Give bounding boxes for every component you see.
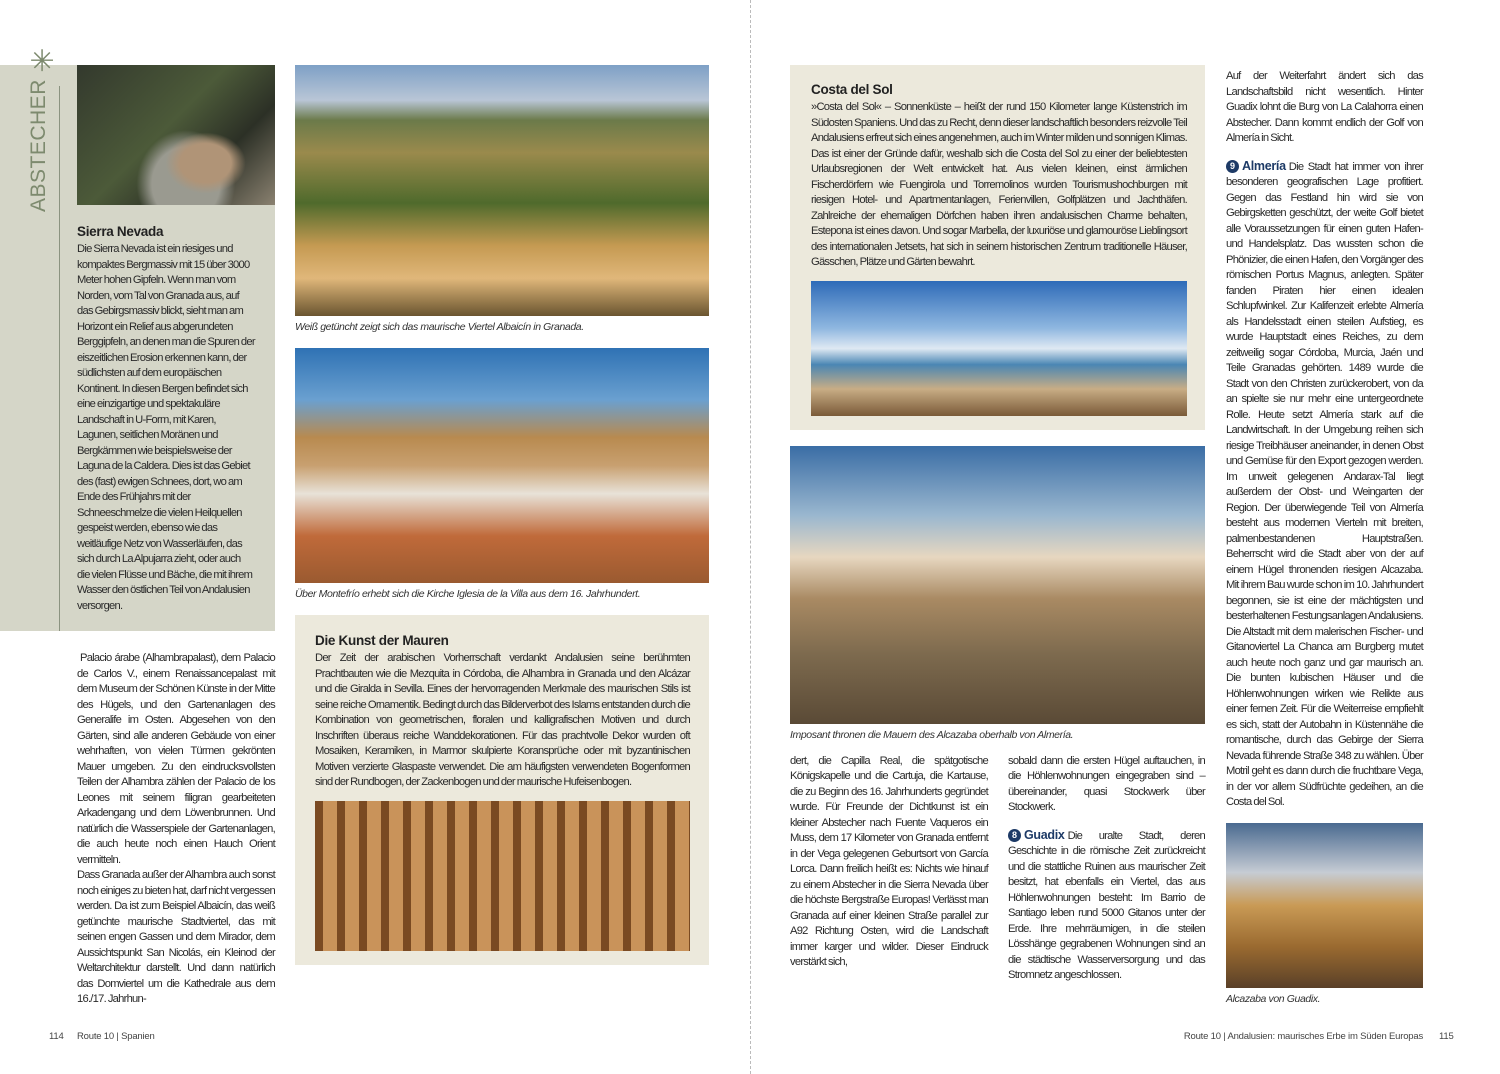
sidebar-text: Die Sierra Nevada ist ein riesiges und kompaktes Bergmassiv mit 15 über 3000 Meter hohen Gipfeln. Wenn man vom Norden, vom Tal von Granada aus, auf das Gebirgsmassiv blickt, sieht man am Horizont ein Relief aus abgerundeten Berggipfeln, an denen man die Spuren der eiszeitlichen Erosion erkennen kann, der südlichsten auf dem europäischen Kontinent. In diesen Bergen befindet sich eine einzigartige und spektakuläre Landschaft in U-Form, mit Karen, Lagunen, seitlichen Moränen und Bergkämmen wie beispielsweise der Laguna de la Caldera. Dies ist das Gebiet des (fast) ewigen Schnees, dort, wo am Ende des Frühjahrs mit der Schneeschmelze die vielen Heilquellen gespeist werden, ebenso wie das weitläufige Netz von Wasserläufen, das sich durch La Alpujarra zieht, oder auch die vielen Flüsse und Bäche, die mit ihrem Wasser den östlichen Teil von Andalusien versorgen. (77, 243, 255, 612)
almeria-heading: Almería (1242, 158, 1286, 173)
ibex-photo (77, 65, 275, 205)
alhambra-lions-court-photo (315, 801, 690, 951)
left-page-number: 114 (49, 1031, 64, 1042)
granada-albaicin-photo (295, 65, 709, 316)
guadix-heading: Guadix (1024, 827, 1065, 842)
right-body-column-1: dert, die Capilla Real, die spätgotische Königskapelle und die Cartuja, die Kartause, die zu Beginn des 16. Jahrhunderts gegründet wurde. Für Freunde der Dichtkunst ist ein kleiner Abstecher nach Fuente Vaqueros ein Muss, dem 17 Kilometer von Granada entfernt in der Vega gelegenen Geburtsort von García Lorca. Dann freilich heißt es: Nichts wie hinauf zu einem Abstecher in die Sierra Nevada über die höchste Bergstraße Europas! Verlässt man Granada auf einer kleinen Straße parallel zur A92 Richtung Osten, wird die Landschaft immer karger und wilder. Dieser Eindruck verstärkt sich, (790, 754, 988, 968)
sidebar-label (22, 47, 60, 217)
left-body-column (77, 651, 275, 1008)
left-middle-column (295, 65, 709, 965)
montefrio-photo (295, 348, 709, 583)
montefrio-caption: Über Montefrío erhebt sich die Kirche Iglesia de la Villa aus dem 16. Jahrhundert. (295, 588, 641, 600)
col3-intro: Auf der Weiterfahrt ändert sich das Landschaftsbild nicht wesentlich. Hinter Guadix lohnt die Burg von La Calahorra einen Abstecher. Dann kommt endlich der Golf von Almería in Sicht. (1226, 70, 1423, 144)
costa-del-sol-text: »Costa del Sol« – Sonnenküste – heißt der rund 150 Kilometer lange Küstenstrich im Südosten Spaniens. Und das zu Recht, denn dieser landschaftlich besonders reizvolle Teil Andalusiens erfreut sich eines angenehmen, auch im Winter milden und sonnigen Klimas. Das ist einer der Gründe dafür, weshalb sich die Costa del Sol zu einer der beliebtesten Urlaubsregionen der Welt entwickelt hat. Aus vielen kleinen, einst ärmlichen Fischerdörfern wie Fuengirola und Torremolinos wurden Tourismushochburgen mit riesigen Hotel- und Apartmentanlagen, Ferienvillen, Golfplätzen und Jachthäfen. Zahlreiche der ehemaligen Dörfchen haben ihren andalusischen Charme behalten, Estepona ist eines davon. Und sogar Marbella, der luxuriöse und glamouröse Lieblingsort des internationalen Jetsets, hat sich in seinem historischen Zentrum traditionelle Häuser, Gässchen, Plätze und Gärten bewahrt. (811, 101, 1187, 268)
right-body-column-2 (1008, 754, 1205, 984)
left-running-title: Route 10 | Spanien (77, 1031, 155, 1042)
right-body-column-3 (1226, 69, 1423, 811)
right-two-columns (790, 754, 1205, 984)
right-page-number: 115 (1439, 1031, 1454, 1042)
moorish-art-box (295, 615, 709, 965)
costa-del-sol-box (790, 65, 1205, 430)
stop-number-badge: 8 (1008, 829, 1021, 842)
guadix-alcazaba-photo (1226, 823, 1423, 988)
alcazaba-caption: Imposant thronen die Mauern des Alcazaba oberhalb von Almería. (790, 728, 1074, 741)
col2-intro: sobald dann die ersten Hügel auftauchen, in die Höhlenwohnungen eingegraben sind – übereinander, quasi Stockwerk über Stockwerk. (1008, 754, 1205, 813)
sidebar-rule (59, 86, 60, 631)
body-paragraph: Palacio árabe (Alhambrapalast), dem Palacio de Carlos V., einem Renaissancepalast mit dem Museum der Schönen Künste in der Mitte des Hügels, und den Gartenanlagen des Generalife im Osten. Abgesehen von den Gärten, sind alle anderen Gebäude von einer wehrhaften, von vielen Türmen gekrönten Mauer umgeben. Zu den eindrucksvollsten Teilen der Alhambra zählen der Palacio de los Leones mit seinem filigran gearbeiteten Arkadengang und dem Löwenbrunnen. Und natürlich die Wasserspiele der Gartenanlagen, die auch heute noch einen Hauch Orient vermitteln. (77, 652, 275, 866)
granada-caption: Weiß getüncht zeigt sich das maurische Viertel Albaicín in Granada. (295, 321, 584, 333)
right-main-column (790, 65, 1205, 984)
costa-del-sol-title: Costa del Sol (811, 82, 893, 97)
beach-photo (811, 281, 1187, 416)
sidebar-title: Sierra Nevada (77, 224, 164, 239)
body-paragraph: Dass Granada außer der Alhambra auch sonst noch einiges zu bieten hat, darf nicht vergessen werden. Da ist zum Beispiel Albaicín, das weiß getünchte maurische Stadtviertel, das mit seinen engen Gassen und dem Mirador, dem Aussichtspunkt San Nicolás, ein Kleinod der Weltarchitektur darstellt. Und dann natürlich das Domviertel um die Kathedrale aus dem 16./17. Jahrhun- (77, 869, 275, 1005)
sidebar-content (77, 224, 255, 614)
guadix-text: Die uralte Stadt, deren Geschichte in die römische Zeit zurückreicht und die stattliche Ruinen aus maurischer Zeit besitzt, hat ebenfalls ein Viertel, das aus Höhlenwohnungen besteht: Im Barrio de Santiago leben rund 5000 Gitanos unter der Erde. Ihre mehrräumigen, in die steilen Lösshänge gegrabenen Wohnungen sind an die städtische Wasserversorgung und das Stromnetz angeschlossen. (1008, 829, 1205, 981)
stop-number-badge: 9 (1226, 160, 1239, 173)
moorish-art-title: Die Kunst der Mauren (315, 633, 449, 648)
guadix-caption: Alcazaba von Guadix. (1226, 992, 1321, 1005)
page-spine (750, 0, 751, 1074)
almeria-text: Die Stadt hat immer von ihrer besonderen geografischen Lage profitiert. Gegen das Festland hin wird sie von Gebirgsketten geschützt, der weite Golf bietet alle Voraussetzungen für einen guten Hafen- und Handelsplatz. Das wussten schon die Phönizier, die einen Hafen, den Vorgänger des römischen Portus Magnus, anlegten. Später fanden Piraten hier einen idealen Schlupfwinkel. Zur Kalifenzeit erlebte Almería als Handelsstadt einen steilen Aufstieg, es wurde Hauptstadt eines Reiches, zu dem zeitweilig sogar Córdoba, Murcia, Jaén und Teile Granadas gehörten. 1489 wurde die Stadt von den Christen zurückerobert, von da an spielte sie nur mehr eine untergeordnete Rolle. Heute setzt Almería stark auf die Landwirtschaft. In der Umgebung reihen sich riesige Treibhäuser aneinander, in denen Obst und Gemüse für den Export gezogen werden. Im unweit gelegenen Andarax-Tal liegt außerdem der Obst- und Weingarten der Region. Der überwiegende Teil von Almería besteht aus modernen Vierteln mit breiten, palmenbestandenen Hauptstraßen. Beherrscht wird die Stadt aber von der auf einem Hügel thronenden riesigen Alcazaba. Mit ihrem Bau wurde schon im 10. Jahrhundert begonnen, sie ist eine der mächtigsten und besterhaltenen Festungsanlagen Andalusiens. Die Altstadt mit dem malerischen Fischer- und Gitanoviertel La Chanca am Burgberg mutet auch heute noch ganz und gar maurisch an. Die bunten kubischen Häuser und die Höhlenwohnungen wirken wie Relikte aus einer fernen Zeit. Für die Weiterreise empfiehlt es sich, statt der Autobahn in Küstennähe die romantische, durch das Gebirge der Sierra Nevada führende Straße 348 zu wählen. Über Motril geht es dann durch die fruchtbare Vega, in der vor allem Südfrüchte gedeihen, an die Costa del Sol. (1226, 160, 1423, 808)
right-outer-column (1226, 69, 1423, 1006)
right-running-title: Route 10 | Andalusien: maurisches Erbe im Süden Europas (1183, 1031, 1423, 1042)
asterisk-icon: ✳ (27, 47, 60, 73)
alcazaba-almeria-photo (790, 446, 1205, 724)
moorish-art-text: Der Zeit der arabischen Vorherrschaft verdankt Andalusien seine berühmten Prachtbauten wie die Mezquita in Córdoba, die Alhambra in Granada und den Alcázar und die Giralda in Sevilla. Eines der hervorragenden Merkmale des maurischen Stils ist seine reiche Ornamentik. Bedingt durch das Bilderverbot des Islams entstanden durch die Kombination von geometrischen, floralen und kalligrafischen Motiven und durch Inschriften überaus reiche Wanddekorationen. Für das prachtvolle Dekor wurden oft Mosaiken, Keramiken, in Marmor skulpierte Koransprüche oder mit byzantinischen Motiven verzierte Glaspaste verwendet. Die am häufigsten verwendeten Bogenformen sind der Rundbogen, der Zackenbogen und der maurische Hufeisenbogen. (315, 652, 690, 788)
sidebar-box (0, 47, 275, 631)
sidebar-label-text: ABSTECHER (27, 79, 50, 212)
left-outer-column (0, 47, 275, 1008)
